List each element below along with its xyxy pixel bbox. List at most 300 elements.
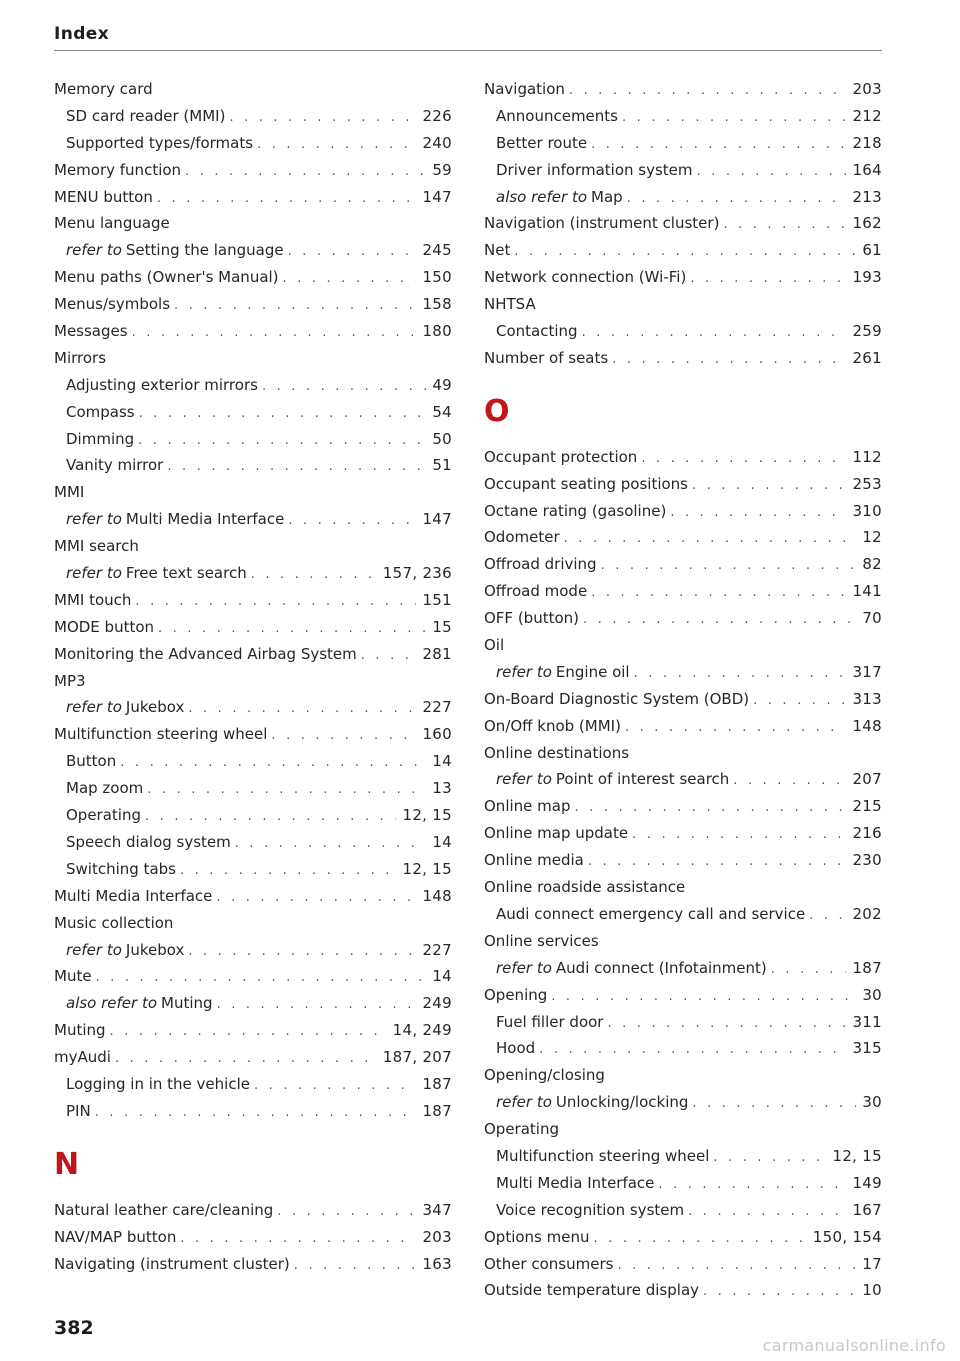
entry-text: Compass: [66, 402, 135, 421]
index-entry-on-off-knob-mmi: [484, 713, 882, 740]
entry-label: [496, 157, 693, 184]
index-entry-online-media: [484, 847, 882, 874]
index-entry-compass: [54, 399, 452, 426]
entry-page-ref: 347: [422, 1200, 452, 1219]
entry-page-ref: 70: [862, 609, 882, 628]
dot-leader: [591, 580, 846, 605]
entry-label: [54, 910, 173, 937]
entry-label: [484, 76, 565, 103]
entry-label: [496, 318, 578, 345]
entry-page-ref: 147: [422, 187, 452, 206]
entry-label: [66, 506, 284, 533]
entry-text: Navigation (instrument cluster): [484, 214, 720, 233]
entry-label: [496, 659, 630, 686]
index-entry-nav-map-button: [54, 1224, 452, 1251]
entry-text: Fuel filler door: [496, 1012, 604, 1031]
entry-page-ref: 12: [862, 528, 882, 547]
entry-label: [66, 856, 176, 883]
entry-page-ref: 215: [852, 797, 882, 816]
index-entry-multi-media-interface: [54, 506, 452, 533]
entry-label: [66, 452, 163, 479]
index-entry-map: [484, 184, 882, 211]
entry-page-ref: 14, 249: [392, 1021, 452, 1040]
dot-leader: [257, 132, 416, 157]
index-entry-contacting: [484, 318, 882, 345]
entry-text: MENU button: [54, 187, 153, 206]
entry-label: [484, 928, 599, 955]
dot-leader: [361, 643, 417, 668]
entry-text: Mirrors: [54, 348, 107, 367]
entry-page-ref: 164: [852, 160, 882, 179]
entry-label: [484, 1277, 699, 1304]
entry-label: [496, 184, 623, 211]
entry-text: On-Board Diagnostic System (OBD): [484, 689, 750, 708]
index-entry-nhtsa: [484, 291, 882, 318]
entry-label: [54, 157, 181, 184]
entry-label: [484, 982, 547, 1009]
dot-leader: [254, 1073, 416, 1098]
dot-leader: [574, 795, 846, 820]
dot-leader: [612, 347, 846, 372]
entry-label: [484, 1116, 559, 1143]
index-column-left: [54, 76, 452, 1277]
entry-page-ref: 163: [422, 1254, 452, 1273]
dot-leader: [174, 293, 416, 318]
entry-page-ref: 313: [852, 689, 882, 708]
entry-page-ref: 112: [852, 447, 882, 466]
entry-page-ref: 230: [852, 851, 882, 870]
entry-page-ref: 261: [852, 348, 882, 367]
entry-text: Occupant seating positions: [484, 474, 688, 493]
entry-label: [54, 318, 128, 345]
entry-text: Operating: [484, 1120, 559, 1139]
entry-page-ref: 187: [852, 958, 882, 977]
entry-label: [66, 560, 247, 587]
refer-prefix: also refer to: [66, 994, 158, 1013]
watermark: carmanualsonline.info: [762, 1336, 946, 1355]
index-entry-sd-card-reader-mmi: [54, 103, 452, 130]
entry-label: [496, 103, 618, 130]
dot-leader: [688, 1199, 846, 1224]
entry-text: Odometer: [484, 528, 560, 547]
entry-label: [484, 1251, 613, 1278]
entry-label: [484, 847, 584, 874]
dot-leader: [180, 1226, 416, 1251]
entry-label: [66, 130, 253, 157]
entry-text: Switching tabs: [66, 859, 176, 878]
entry-label: [54, 184, 153, 211]
entry-label: [66, 990, 213, 1017]
entry-text: OFF (button): [484, 609, 580, 628]
entry-label: [484, 291, 536, 318]
entry-text: Point of interest search: [555, 770, 730, 789]
entry-text: Multifunction steering wheel: [54, 725, 268, 744]
entry-text: Opening: [484, 985, 548, 1004]
entry-page-ref: 50: [432, 429, 452, 448]
index-entry-odometer: [484, 524, 882, 551]
dot-leader: [658, 1172, 846, 1197]
index-entry-muting: [54, 1017, 452, 1044]
entry-text: Net: [484, 241, 511, 260]
index-entry-driver-information-system: [484, 157, 882, 184]
entry-page-ref: 187: [422, 1101, 452, 1120]
index-header-title: Index: [54, 24, 110, 44]
index-entry-navigation-instrument-cluster: [484, 210, 882, 237]
dot-leader: [771, 957, 847, 982]
entry-page-ref: 227: [422, 940, 452, 959]
dot-leader: [135, 589, 416, 614]
index-entry-menu-button: [54, 184, 452, 211]
entry-label: [484, 471, 688, 498]
entry-text: MP3: [54, 671, 86, 690]
entry-label: [66, 829, 231, 856]
dot-leader: [625, 715, 847, 740]
entry-text: Oil: [484, 636, 505, 655]
index-entry-mmi-touch: [54, 587, 452, 614]
entry-label: [484, 524, 560, 551]
dot-leader: [641, 446, 846, 471]
entry-page-ref: 213: [852, 187, 882, 206]
index-entry-point-of-interest-search: [484, 766, 882, 793]
dot-leader: [564, 526, 857, 551]
refer-prefix: refer to: [496, 770, 552, 789]
index-entry-mirrors: [54, 345, 452, 372]
entry-text: Memory function: [54, 160, 182, 179]
dot-leader: [601, 553, 857, 578]
entry-label: [496, 1197, 684, 1224]
index-entry-muting: [54, 990, 452, 1017]
entry-text: Music collection: [54, 913, 174, 932]
index-entry-outside-temperature-display: [484, 1277, 882, 1304]
entry-text: Hood: [496, 1039, 536, 1058]
dot-leader: [583, 607, 856, 632]
entry-label: [54, 883, 212, 910]
index-entry-memory-function: [54, 157, 452, 184]
index-entry-menus-symbols: [54, 291, 452, 318]
index-entry-opening-closing: [484, 1062, 882, 1089]
index-entry-net: [484, 237, 882, 264]
dot-leader: [588, 849, 847, 874]
index-entry-mute: [54, 963, 452, 990]
index-entry-online-roadside-assistance: [484, 874, 882, 901]
index-entry-online-map: [484, 793, 882, 820]
entry-page-ref: 193: [852, 268, 882, 287]
dot-leader: [96, 965, 427, 990]
entry-page-ref: 240: [422, 133, 452, 152]
entry-text: Navigating (instrument cluster): [54, 1254, 290, 1273]
dot-leader: [188, 696, 416, 721]
entry-label: [54, 1017, 106, 1044]
entry-text: Operating: [66, 806, 141, 825]
entry-text: Logging in in the vehicle: [66, 1074, 250, 1093]
entry-text: Free text search: [125, 564, 247, 583]
entry-text: Menus/symbols: [54, 295, 171, 314]
entry-text: Audi connect emergency call and service: [496, 904, 806, 923]
entry-text: PIN: [66, 1101, 91, 1120]
index-entry-menu-paths-owner-s-manual: [54, 264, 452, 291]
entry-text: Unlocking/locking: [555, 1093, 689, 1112]
dot-leader: [733, 768, 846, 793]
dot-leader: [251, 562, 377, 587]
entry-text: Online destinations: [484, 743, 630, 762]
entry-page-ref: 162: [852, 214, 882, 233]
dot-leader: [120, 750, 426, 775]
dot-leader: [514, 239, 856, 264]
dot-leader: [539, 1037, 846, 1062]
dot-leader: [262, 374, 426, 399]
entry-label: [66, 1098, 91, 1125]
entry-text: Multi Media Interface: [125, 510, 285, 529]
entry-page-ref: 15: [432, 617, 452, 636]
dot-leader: [271, 723, 416, 748]
section-letter-o: O: [484, 393, 510, 429]
entry-label: [54, 264, 279, 291]
entry-label: [66, 103, 225, 130]
index-entry-number-of-seats: [484, 345, 882, 372]
entry-label: [484, 740, 629, 767]
entry-page-ref: 158: [422, 295, 452, 314]
entry-label: [484, 686, 749, 713]
index-entry-offroad-driving: [484, 551, 882, 578]
index-entry-mp3: [54, 668, 452, 695]
entry-label: [54, 479, 84, 506]
index-entry-jukebox: [54, 937, 452, 964]
entry-label: [484, 713, 621, 740]
header-divider: [54, 50, 882, 51]
entry-page-ref: 226: [422, 106, 452, 125]
entry-text: Setting the language: [125, 241, 284, 260]
entry-page-ref: 54: [432, 402, 452, 421]
index-entry-off-button: [484, 605, 882, 632]
dot-leader: [569, 78, 847, 103]
dot-leader: [622, 105, 846, 130]
entry-text: Online services: [484, 931, 599, 950]
entry-text: Audi connect (Infotainment): [555, 958, 767, 977]
entry-text: Online map: [484, 797, 571, 816]
entry-text: MMI touch: [54, 590, 132, 609]
dot-leader: [229, 105, 416, 130]
entry-text: Voice recognition system: [496, 1200, 685, 1219]
dot-leader: [288, 239, 417, 264]
entry-text: Dimming: [66, 429, 135, 448]
refer-prefix: refer to: [66, 940, 122, 959]
entry-text: Muting: [161, 994, 213, 1013]
entry-page-ref: 30: [862, 1093, 882, 1112]
index-entry-engine-oil: [484, 659, 882, 686]
dot-leader: [591, 132, 846, 157]
entry-label: [66, 937, 184, 964]
index-entry-network-connection-wi-fi: [484, 264, 882, 291]
index-entry-navigation: [484, 76, 882, 103]
entry-page-ref: 141: [852, 582, 882, 601]
index-entry-audi-connect-infotainment: [484, 955, 882, 982]
entry-label: [54, 668, 86, 695]
entry-label: [484, 551, 597, 578]
index-entry-jukebox: [54, 694, 452, 721]
refer-prefix: refer to: [66, 510, 122, 529]
index-entry-vanity-mirror: [54, 452, 452, 479]
entry-label: [484, 874, 685, 901]
refer-prefix: refer to: [496, 958, 552, 977]
entry-label: [54, 345, 106, 372]
entry-label: [66, 237, 284, 264]
index-entry-supported-types-formats: [54, 130, 452, 157]
entry-text: Number of seats: [484, 348, 609, 367]
entry-text: Memory card: [54, 80, 153, 98]
index-entry-logging-in-in-the-vehicle: [54, 1071, 452, 1098]
entry-page-ref: 12, 15: [402, 806, 452, 825]
entry-label: [496, 1089, 688, 1116]
dot-leader: [188, 939, 416, 964]
entry-text: MMI: [54, 483, 85, 502]
entry-text: Contacting: [496, 322, 578, 341]
entry-text: Button: [66, 752, 117, 771]
index-entry-opening: [484, 982, 882, 1009]
dot-leader: [632, 822, 846, 847]
entry-page-ref: 14: [432, 967, 452, 986]
dot-leader: [283, 266, 417, 291]
entry-text: Options menu: [484, 1227, 590, 1246]
entry-label: [54, 76, 153, 103]
entry-label: [484, 578, 587, 605]
entry-text: Announcements: [496, 106, 618, 125]
entry-page-ref: 259: [852, 322, 882, 341]
index-entry-menu-language: [54, 210, 452, 237]
index-entry-offroad-mode: [484, 578, 882, 605]
index-entry-adjusting-exterior-mirrors: [54, 372, 452, 399]
entry-text: Multi Media Interface: [496, 1173, 655, 1192]
dot-leader: [145, 804, 396, 829]
entry-page-ref: 245: [422, 241, 452, 260]
dot-leader: [185, 159, 426, 184]
entry-page-ref: 311: [852, 1012, 882, 1031]
entry-text: myAudi: [54, 1048, 111, 1067]
entry-page-ref: 59: [432, 160, 452, 179]
entry-label: [496, 130, 587, 157]
entry-text: Monitoring the Advanced Airbag System: [54, 644, 357, 663]
entry-page-ref: 218: [852, 133, 882, 152]
index-entry-on-board-diagnostic-system-obd: [484, 686, 882, 713]
entry-text: MODE button: [54, 617, 155, 636]
refer-prefix: refer to: [496, 662, 552, 681]
entry-label: [54, 614, 154, 641]
entry-text: Other consumers: [484, 1254, 614, 1273]
index-entry-operating: [54, 802, 452, 829]
entry-page-ref: 151: [422, 590, 452, 609]
entry-page-ref: 187: [422, 1074, 452, 1093]
index-entry-operating: [484, 1116, 882, 1143]
entry-label: [496, 1143, 709, 1170]
index-entry-voice-recognition-system: [484, 1197, 882, 1224]
dot-leader: [753, 688, 846, 713]
entry-text: Muting: [54, 1021, 106, 1040]
entry-label: [484, 210, 719, 237]
entry-page-ref: 315: [852, 1039, 882, 1058]
entry-text: Vanity mirror: [66, 456, 164, 475]
entry-page-ref: 149: [852, 1173, 882, 1192]
entry-text: Occupant protection: [484, 447, 638, 466]
dot-leader: [95, 1100, 417, 1125]
entry-text: Outside temperature display: [484, 1281, 700, 1300]
index-entry-hood: [484, 1035, 882, 1062]
dot-leader: [809, 903, 846, 928]
index-entry-better-route: [484, 130, 882, 157]
dot-leader: [132, 320, 417, 345]
index-entry-options-menu: [484, 1224, 882, 1251]
index-entry-messages: [54, 318, 452, 345]
entry-page-ref: 49: [432, 375, 452, 394]
dot-leader: [617, 1253, 856, 1278]
index-entry-other-consumers: [484, 1251, 882, 1278]
entry-label: [496, 1170, 654, 1197]
dot-leader: [294, 1253, 417, 1278]
entry-page-ref: 216: [852, 824, 882, 843]
entry-label: [484, 264, 686, 291]
index-entry-setting-the-language: [54, 237, 452, 264]
entry-page-ref: 12, 15: [402, 859, 452, 878]
entry-text: Online roadside assistance: [484, 878, 686, 897]
entry-label: [484, 820, 628, 847]
dot-leader: [634, 661, 847, 686]
entry-page-ref: 317: [852, 662, 882, 681]
entry-label: [496, 766, 729, 793]
index-entry-button: [54, 748, 452, 775]
entry-page-ref: 203: [422, 1227, 452, 1246]
entry-label: [66, 1071, 250, 1098]
dot-leader: [217, 992, 417, 1017]
index-entry-online-services: [484, 928, 882, 955]
entry-page-ref: 150: [422, 268, 452, 287]
index-entry-multi-media-interface: [54, 883, 452, 910]
dot-leader: [139, 401, 427, 426]
index-entry-multifunction-steering-wheel: [484, 1143, 882, 1170]
entry-text: Menu paths (Owner's Manual): [54, 268, 279, 287]
entry-label: [66, 775, 143, 802]
entry-label: [54, 291, 170, 318]
entry-page-ref: 203: [852, 80, 882, 98]
entry-label: [484, 237, 510, 264]
index-entry-oil: [484, 632, 882, 659]
entry-text: Mute: [54, 967, 92, 986]
entry-label: [54, 1197, 273, 1224]
entry-text: Multi Media Interface: [54, 886, 213, 905]
index-entry-fuel-filler-door: [484, 1009, 882, 1036]
entry-page-ref: 227: [422, 698, 452, 717]
index-entry-switching-tabs: [54, 856, 452, 883]
entry-text: Jukebox: [125, 698, 185, 717]
index-entry-music-collection: [54, 910, 452, 937]
index-entry-octane-rating-gasoline: [484, 498, 882, 525]
entry-text: Natural leather care/cleaning: [54, 1200, 274, 1219]
dot-leader: [167, 454, 426, 479]
entry-text: Navigation: [484, 80, 565, 98]
entry-label: [66, 748, 116, 775]
index-entry-mode-button: [54, 614, 452, 641]
page-number: 382: [54, 1317, 94, 1339]
dot-leader: [594, 1226, 807, 1251]
index-entry-natural-leather-care-cleaning: [54, 1197, 452, 1224]
dot-leader: [690, 266, 846, 291]
refer-prefix: refer to: [496, 1093, 552, 1112]
dot-leader: [670, 500, 846, 525]
index-entry-occupant-seating-positions: [484, 471, 882, 498]
index-entry-free-text-search: [54, 560, 452, 587]
index-entry-audi-connect-emergency-call-and-service: [484, 901, 882, 928]
dot-leader: [277, 1199, 416, 1224]
entry-label: [484, 605, 579, 632]
entry-label: [54, 721, 267, 748]
entry-text: MMI search: [54, 537, 139, 556]
